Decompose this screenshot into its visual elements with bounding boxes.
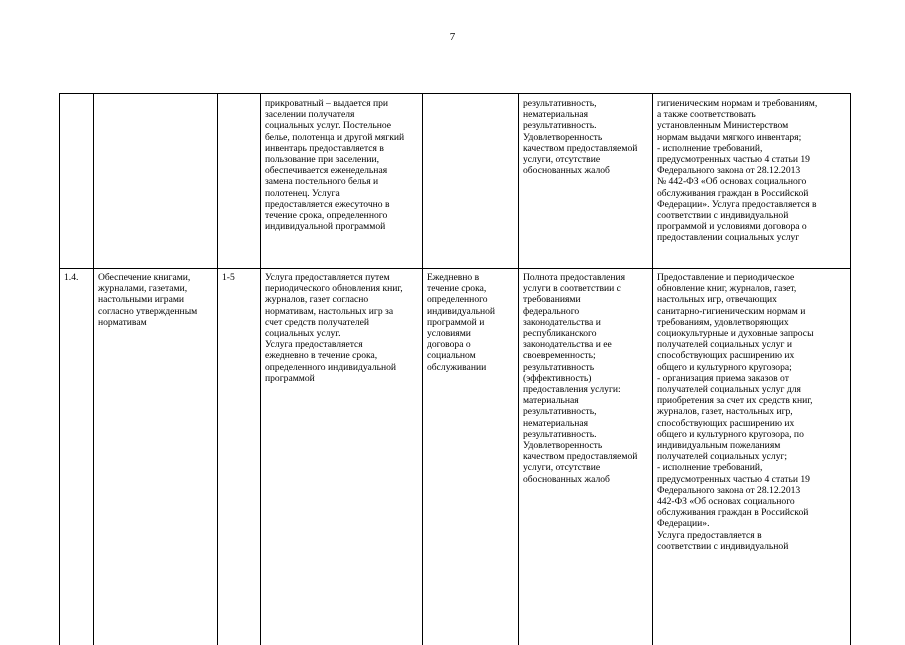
page-number: 7 [0, 31, 905, 43]
cell-description [261, 269, 423, 645]
cell-service-name [94, 269, 218, 645]
cell-conditions [653, 94, 851, 269]
indicators-text: Полнота предоставления услуги в соответствии с требованиями федерального законодательства и республиканского законодательства и ее своевременность; результативность (эффективность) предоставления услуги: материальная результативность, нематериальная результативность. Удовлетворенность качеством предоставляемой услуги, отсутствие обоснованных жалоб [523, 272, 648, 485]
cell-time [218, 94, 261, 269]
cell-time [218, 269, 261, 645]
description-text: прикроватный – выдается при заселении получателя социальных услуг. Постельное белье, полотенца и другой мягкий инвентарь предоставляется в пользование при заселении, обеспечивается еженедельная замена постельного белья и полотенец. Услуга предоставляется ежесуточно в течение срока, определенного индивидуальной программой [265, 98, 418, 232]
table-row [60, 269, 851, 645]
service-name: Обеспечение книгами, журналами, газетами, настольными играми согласно утвержденным нормативам [98, 272, 213, 328]
terms-text: Ежедневно в течение срока, определенного индивидуальной программой и условиями договора о социальном обслуживании [427, 272, 514, 373]
indicators-text: результативность, нематериальная результативность. Удовлетворенность качеством предоставляемой услуги, отсутствие обоснованных жалоб [523, 98, 648, 176]
row-number: 1.4. [64, 272, 89, 283]
cell-service-name [94, 94, 218, 269]
cell-conditions [653, 269, 851, 645]
conditions-text: Предоставление и периодическое обновление книг, журналов, газет, настольных игр, отвечающих санитарно-гигиеническим нормам и требованиям, удовлетворяющих социокультурные и духовные запросы получателей социальных услуг и способствующих расширению их общего и культурного кругозора; - организация приема заказов от получателей социальных услуг для приобретения за счет их средств книг, журналов, газет, настольных игр, способствующих расширению их общего и культурного кругозора, по индивидуальным пожеланиям получателей социальных услуг; - исполнение требований, предусмотренных частью 4 статьи 19 Федерального закона от 28.12.2013 442-ФЗ «Об основах социального обслуживания граждан в Российской Федерации». Услуга предоставляется в соответствии с индивидуальной [657, 272, 846, 552]
cell-description [261, 94, 423, 269]
cell-indicators [519, 269, 653, 645]
cell-number [60, 94, 94, 269]
time-norm: 1-5 [222, 272, 256, 283]
description-text: Услуга предоставляется путем периодического обновления книг, журналов, газет согласно нормативам, настольных игр за счет средств получателей социальных услуг. Услуга предоставляется ежедневно в течение срока, определенного индивидуальной программой [265, 272, 418, 384]
cell-terms [423, 94, 519, 269]
cell-indicators [519, 94, 653, 269]
services-table [59, 93, 851, 645]
cell-number [60, 269, 94, 645]
conditions-text: гигиеническим нормам и требованиям, а также соответствовать установленным Министерством нормам выдачи мягкого инвентаря; - исполнение требований, предусмотренных частью 4 статьи 19 Федерального закона от 28.12.2013 № 442-ФЗ «Об основах социального обслуживания граждан в Российской Федерации». Услуга предоставляется в соответствии с индивидуальной программой и условиями договора о предоставлении социальных услуг [657, 98, 846, 244]
table-row [60, 94, 851, 269]
cell-terms [423, 269, 519, 645]
